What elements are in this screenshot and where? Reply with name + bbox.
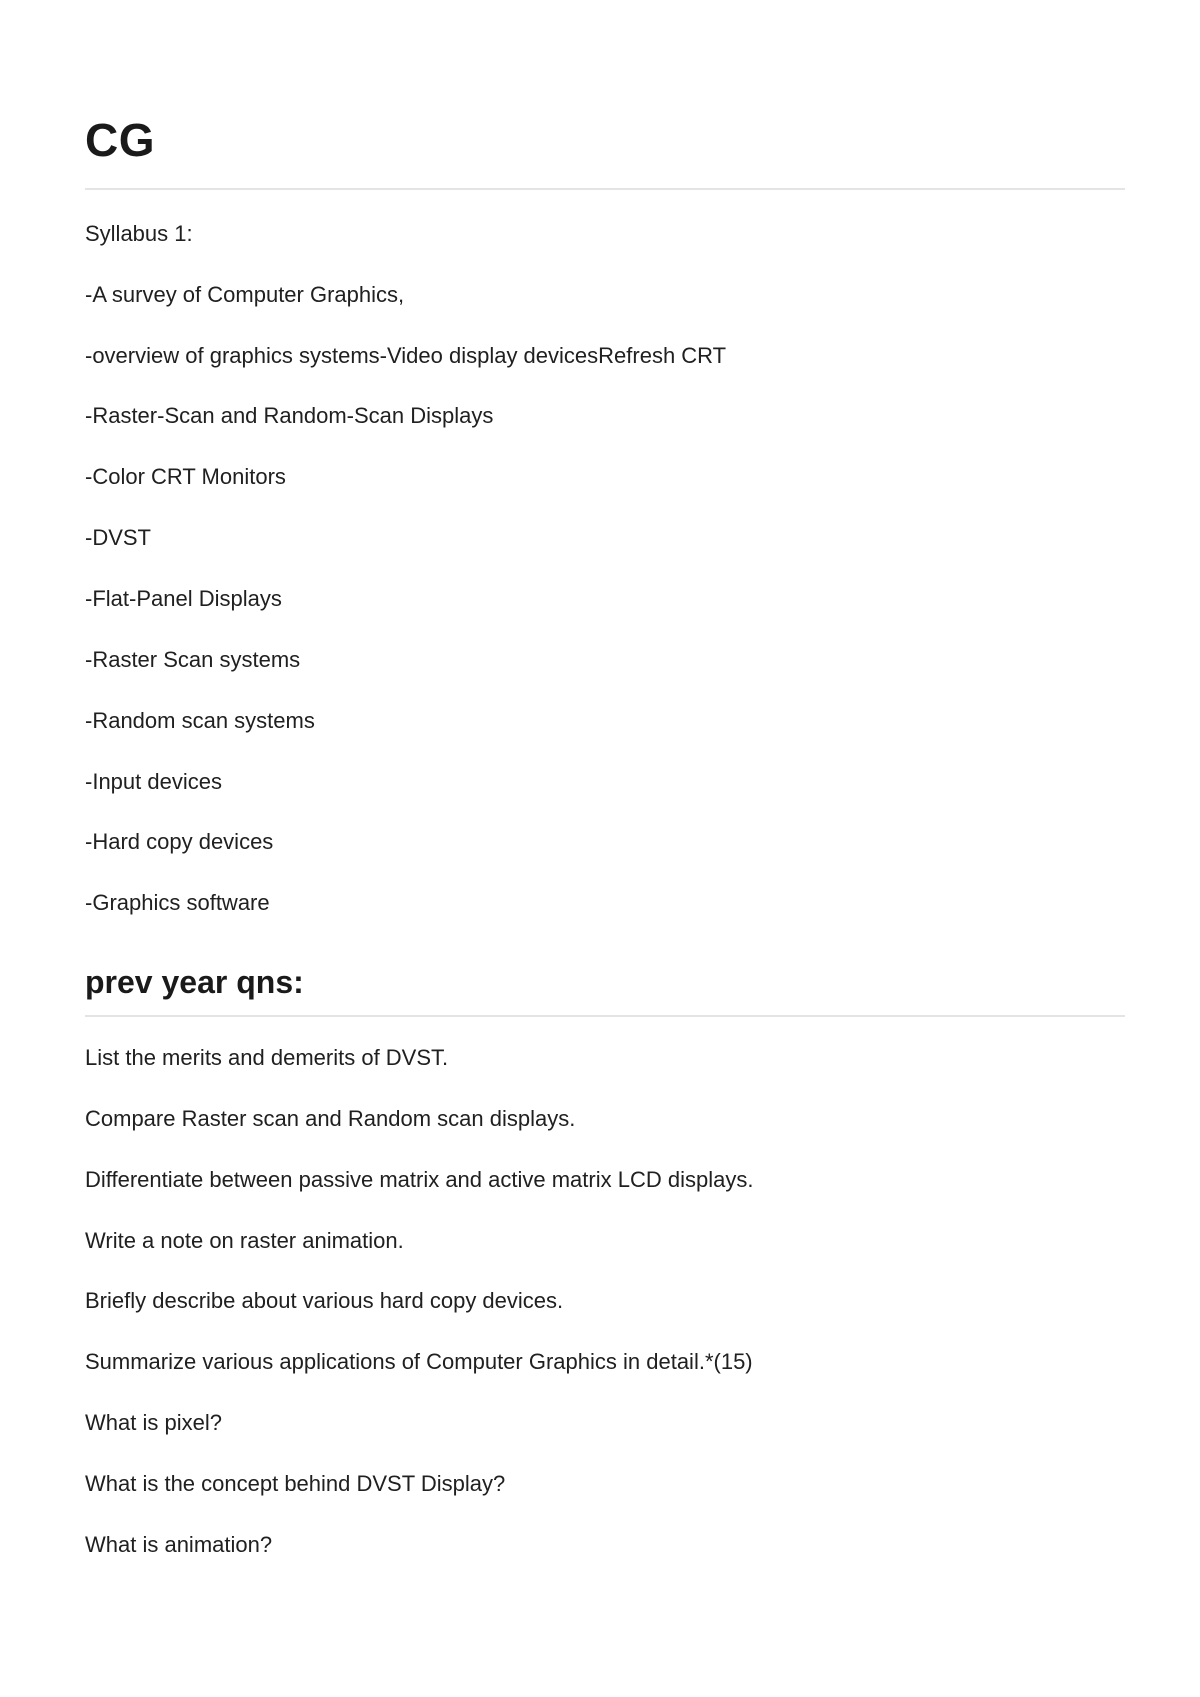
syllabus-item: -Color CRT Monitors: [85, 464, 286, 489]
question-item: Write a note on raster animation.: [85, 1228, 404, 1253]
syllabus-item: -Raster Scan systems: [85, 647, 301, 672]
syllabus-item: -Graphics software: [85, 890, 270, 915]
question-item: Differentiate between passive matrix and active matrix LCD displays.: [85, 1167, 754, 1192]
question-item: What is animation?: [85, 1532, 273, 1557]
syllabus-item: -Input devices: [85, 769, 222, 794]
question-item: What is the concept behind DVST Display?: [85, 1471, 506, 1496]
question-item: List the merits and demerits of DVST.: [85, 1045, 449, 1070]
syllabus-item: -Hard copy devices: [85, 829, 274, 854]
syllabus-item: -Random scan systems: [85, 708, 315, 733]
question-item: Compare Raster scan and Random scan displays.: [85, 1106, 576, 1131]
question-item: Summarize various applications of Computer Graphics in detail.*(15): [85, 1349, 753, 1374]
syllabus-item: -DVST: [85, 525, 151, 550]
section-title-prev-year: prev year qns:: [85, 964, 304, 1000]
question-item: What is pixel?: [85, 1410, 222, 1435]
section-divider: [85, 1015, 1125, 1017]
syllabus-item: -Flat-Panel Displays: [85, 586, 282, 611]
syllabus-item: -overview of graphics systems-Video display devicesRefresh CRT: [85, 343, 727, 368]
syllabus-heading: Syllabus 1:: [85, 221, 193, 246]
syllabus-item: -Raster-Scan and Random-Scan Displays: [85, 403, 494, 428]
question-item: Briefly describe about various hard copy devices.: [85, 1288, 564, 1313]
syllabus-item: -A survey of Computer Graphics,: [85, 282, 405, 307]
title-divider: [85, 188, 1125, 190]
page-title: CG: [85, 114, 155, 166]
